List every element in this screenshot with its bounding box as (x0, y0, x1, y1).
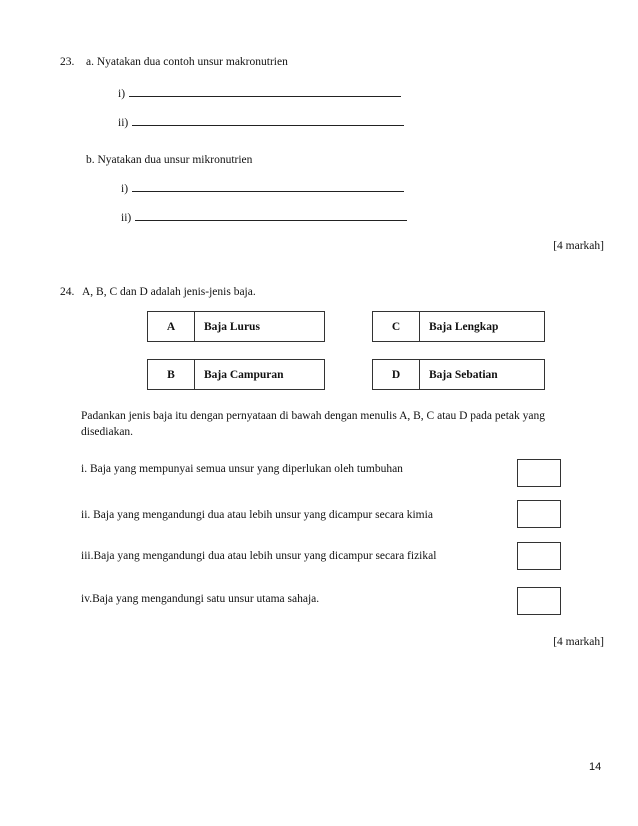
option-b-table (147, 359, 325, 390)
page-number: 14 (589, 761, 602, 773)
option-letter: B (148, 360, 195, 389)
answer-box-1[interactable] (517, 459, 561, 487)
answer-box-2[interactable] (517, 500, 561, 528)
q23b-prompt: b. Nyatakan dua unsur mikronutrien (86, 154, 253, 166)
q23b-answer-2[interactable] (121, 211, 407, 224)
q23-marks: [4 markah] (553, 240, 604, 252)
option-c-table (372, 311, 545, 342)
q23a-item-label: i) (118, 88, 126, 100)
q24-statement-4: iv.Baja yang mengandungi satu unsur utama sahaja. (81, 593, 320, 605)
option-d-table (372, 359, 545, 390)
q24-instruction-line-1: Padankan jenis baja itu dengan pernyataan di bawah dengan menulis A, B, C atau D pada petak yang (81, 410, 546, 422)
option-name: Baja Campuran (204, 368, 284, 381)
q23a-answer-2[interactable] (118, 116, 404, 129)
q23a-prompt: a. Nyatakan dua contoh unsur makronutrien (86, 56, 288, 68)
option-name: Baja Lengkap (429, 320, 499, 333)
q24-marks: [4 markah] (553, 636, 604, 648)
option-name: Baja Sebatian (429, 368, 498, 381)
q23b-answer-1[interactable] (121, 182, 404, 195)
q23a-item-label: ii) (118, 117, 129, 129)
q24-statement-2: ii. Baja yang mengandungi dua atau lebih unsur yang dicampur secara kimia (81, 509, 433, 521)
option-name: Baja Lurus (204, 320, 260, 333)
option-a-table (147, 311, 325, 342)
q24-statement-1: i. Baja yang mempunyai semua unsur yang diperlukan oleh tumbuhan (81, 463, 403, 475)
option-letter: A (148, 312, 195, 341)
q23b-item-label: i) (121, 183, 129, 195)
answer-box-4[interactable] (517, 587, 561, 615)
q24-statement-3: iii.Baja yang mengandungi dua atau lebih unsur yang dicampur secara fizikal (81, 550, 437, 562)
q24-instruction-line-2: disediakan. (81, 426, 134, 438)
q23a-answer-1[interactable] (118, 87, 401, 100)
q24-prompt: A, B, C dan D adalah jenis-jenis baja. (82, 286, 256, 298)
answer-box-3[interactable] (517, 542, 561, 570)
q23-number: 23. (60, 56, 75, 68)
q23b-item-label: ii) (121, 212, 132, 224)
q24-number: 24. (60, 286, 75, 298)
option-letter: D (373, 360, 420, 389)
option-letter: C (373, 312, 420, 341)
